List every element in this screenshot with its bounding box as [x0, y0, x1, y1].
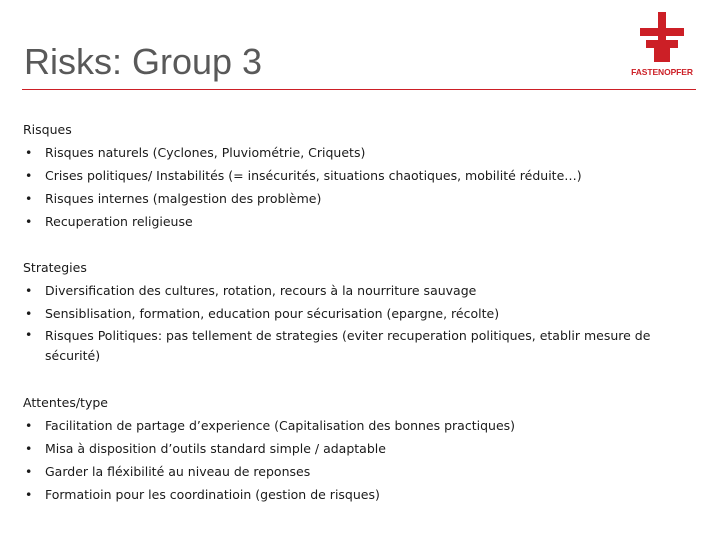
list-item: • Risques naturels (Cyclones, Pluviométrie, Criquets): [23, 141, 683, 164]
list-item: • Diversification des cultures, rotation, recours à la nourriture sauvage: [23, 279, 683, 302]
logo-wordmark: FASTENOPFER: [631, 67, 693, 77]
list-item: • Formatioin pour les coordinatioin (gestion de risques): [23, 483, 683, 506]
slide-title: Risks: Group 3: [24, 41, 263, 82]
list-item: • Crises politiques/ Instabilités (= insécurités, situations chaotiques, mobilité réduite…): [23, 164, 683, 187]
list-item: • Misa à disposition d’outils standard simple / adaptable: [23, 437, 683, 460]
section-risques: [23, 118, 683, 233]
slide-body: [23, 118, 683, 529]
list-item: • Facilitation de partage d’experience (Capitalisation des bonnes practiques): [23, 414, 683, 437]
bullet-list: [23, 141, 683, 233]
section-strategies: [23, 256, 683, 368]
list-item: • Risques internes (malgestion des problème): [23, 187, 683, 210]
list-item: • Garder la fléxibilité au niveau de reponses: [23, 460, 683, 483]
fastenopfer-cross-logo-icon: [640, 12, 684, 62]
section-heading: Attentes/type: [23, 395, 108, 410]
list-item: • Recuperation religieuse: [23, 210, 683, 233]
fastenopfer-logo: [628, 12, 696, 78]
section-heading: Strategies: [23, 260, 87, 275]
section-attentes: [23, 391, 683, 506]
title-divider: [22, 89, 696, 90]
bullet-list: [23, 279, 683, 368]
bullet-list: [23, 414, 683, 506]
list-item: • Risques Politiques: pas tellement de strategies (eviter recuperation politiques, etablir mesure de sécurité): [23, 325, 683, 368]
list-item: • Sensiblisation, formation, education pour sécurisation (epargne, récolte): [23, 302, 683, 325]
section-heading: Risques: [23, 122, 72, 137]
